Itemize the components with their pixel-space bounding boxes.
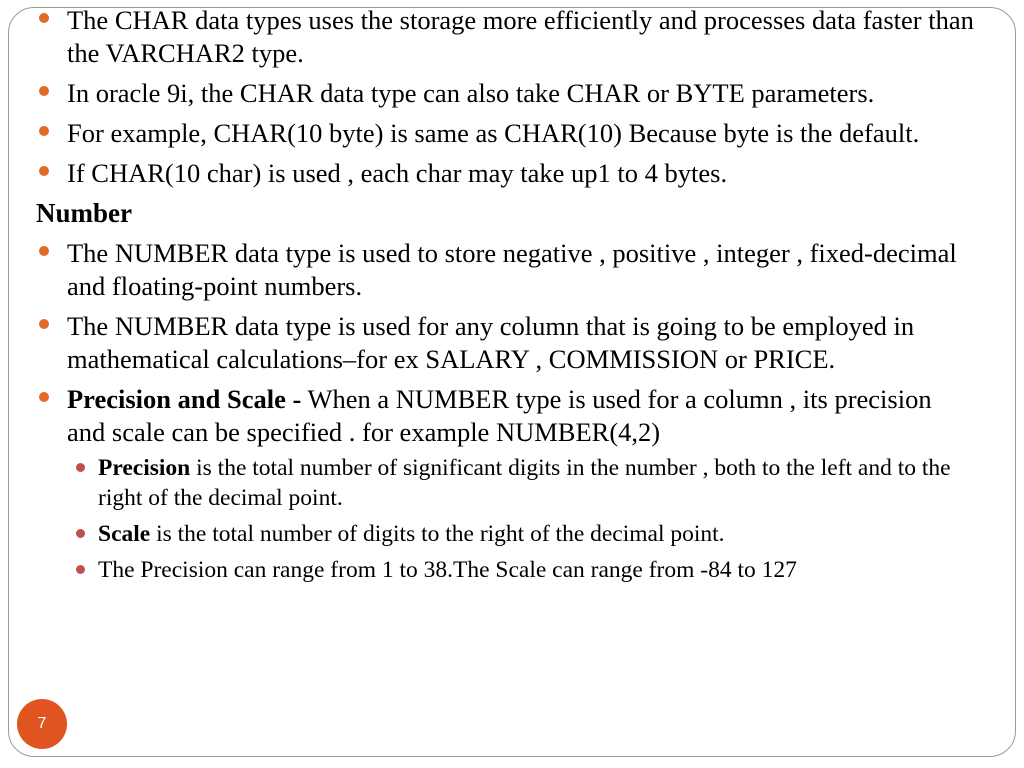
sub-bullet-dot-icon <box>76 529 85 538</box>
sub-bullet-dot-icon <box>76 565 85 574</box>
bullet-char-bytes <box>36 157 976 190</box>
bullet-dot-icon <box>39 13 49 23</box>
page-number-badge <box>17 699 67 749</box>
sub-bullet-precision <box>36 453 976 513</box>
bullet-char-example <box>36 117 976 150</box>
page-number: 7 <box>37 715 47 732</box>
bullet-text: The CHAR data types uses the storage more efficiently and processes data faster than the VARCHAR2 type. <box>67 5 974 68</box>
sub-bullet-range <box>36 555 976 585</box>
bullet-dot-icon <box>39 126 49 136</box>
bullet-dot-icon <box>39 319 49 329</box>
bullet-text: The NUMBER data type is used to store negative , positive , integer , fixed-decimal and floating-point numbers. <box>67 238 957 301</box>
number-heading: Number <box>36 198 132 228</box>
bullet-number-calculations <box>36 310 976 376</box>
bullet-text: For example, CHAR(10 byte) is same as CHAR(10) Because byte is the default. <box>67 118 920 148</box>
bullet-text: The NUMBER data type is used for any column that is going to be employed in mathematical calculations–for ex SALARY , COMMISSION or PRICE. <box>67 311 915 374</box>
scale-text: is the total number of digits to the right of the decimal point. <box>150 521 725 547</box>
sub-bullet-dot-icon <box>76 463 85 472</box>
bullet-char-efficiency <box>36 4 976 70</box>
scale-label: Scale <box>98 521 151 547</box>
precision-scale-text: When a NUMBER type is used for a column , its precision and scale can be specified . for example NUMBER(4,2) <box>67 384 932 447</box>
bullet-text: If CHAR(10 char) is used , each char may take up1 to 4 bytes. <box>67 158 728 188</box>
bullet-char-parameters <box>36 77 976 110</box>
bullet-number-store <box>36 237 976 303</box>
slide-content <box>36 4 976 585</box>
bullet-precision-scale <box>36 383 976 449</box>
bullet-dot-icon <box>39 166 49 176</box>
precision-text: is the total number of significant digits in the number , both to the left and to the right of the decimal point. <box>98 455 951 511</box>
bullet-dot-icon <box>39 246 49 256</box>
precision-label: Precision <box>98 455 191 481</box>
sub-bullet-scale <box>36 519 976 549</box>
bullet-dot-icon <box>39 86 49 96</box>
precision-scale-label: Precision and Scale - <box>67 384 302 414</box>
bullet-text: In oracle 9i, the CHAR data type can also take CHAR or BYTE parameters. <box>67 78 875 108</box>
bullet-dot-icon <box>39 392 49 402</box>
range-text: The Precision can range from 1 to 38.The Scale can range from -84 to 127 <box>98 557 797 583</box>
